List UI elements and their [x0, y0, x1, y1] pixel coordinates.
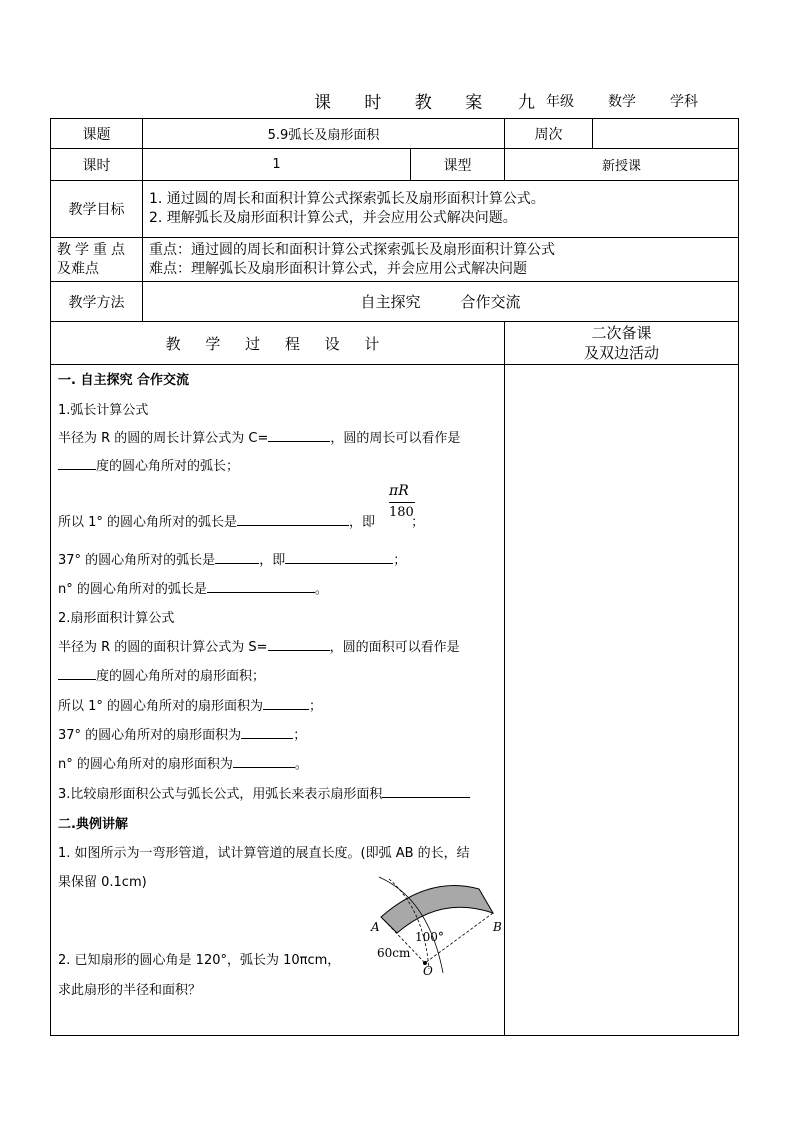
- text: 37° 的圆心角所对的扇形面积为: [58, 728, 242, 743]
- process-title: 教 学 过 程 设 计: [51, 322, 505, 365]
- week-label: 周次: [505, 119, 593, 149]
- process-header-row: [51, 322, 739, 365]
- section-1-heading: 一. 自主探究 合作交流: [58, 373, 189, 388]
- method-1: 自主探究: [360, 293, 421, 311]
- method-2: 合作交流: [460, 293, 521, 311]
- example-2-line-2: 求此扇形的半径和面积？: [58, 983, 202, 998]
- method-label: 教学方法: [51, 282, 143, 322]
- text: 3.比较扇形面积公式与弧长公式，用弧长来表示扇形面积: [58, 787, 383, 802]
- arc-line-2: [58, 455, 239, 474]
- arc-line-5: [58, 578, 328, 597]
- blank: [58, 667, 96, 680]
- text: 37° 的圆心角所对的弧长是: [58, 553, 216, 568]
- text: ，即: [259, 553, 286, 568]
- text: 所以 1° 的圆心角所对的弧长是: [58, 515, 238, 530]
- text: ，即: [349, 515, 376, 530]
- keypoint-label-line1: 教学重点: [57, 241, 129, 258]
- section-2-heading: 二.典例讲解: [58, 817, 128, 832]
- subject-name: 数学: [608, 94, 636, 110]
- goal-item: 1. 通过圆的周长和面积计算公式探索弧长及扇形面积计算公式。: [149, 191, 545, 207]
- label-length: 60cm: [377, 946, 411, 960]
- period-row: [51, 149, 739, 181]
- difficulty-point: 难点：理解弧长及扇形面积计算公式，并会应用公式解决问题: [149, 260, 527, 277]
- blank: [58, 457, 96, 470]
- text: ，圆的周长可以看作是: [330, 431, 461, 446]
- period-label: 课时: [51, 149, 143, 181]
- text: ；: [309, 699, 323, 714]
- method-value: [143, 282, 739, 322]
- text: 度的圆心角所对的弧长；: [96, 459, 240, 474]
- compare-line: [58, 783, 470, 802]
- period-value: 1: [143, 149, 411, 181]
- pipe-diagram: [369, 869, 505, 977]
- blank: [268, 638, 330, 651]
- area-line-5: [58, 753, 308, 772]
- keypoint-content: [143, 238, 739, 282]
- area-line-3: [58, 695, 322, 714]
- backup-column: [505, 365, 739, 1036]
- text: 所以 1° 的圆心角所对的扇形面积为: [58, 699, 264, 714]
- text: ，圆的面积可以看作是: [329, 640, 460, 655]
- fraction-numerator: πR: [389, 483, 409, 499]
- example-1-line-1: 1. 如图所示为一弯形管道，试计算管道的展直长度。(即弧 AB 的长，结: [58, 846, 470, 861]
- subject-label: 学科: [670, 94, 698, 110]
- label-a: A: [371, 920, 380, 934]
- goal-label: 教学目标: [51, 181, 143, 238]
- topic-value: 5.9弧长及扇形面积: [143, 119, 505, 149]
- area-line-4: [58, 724, 306, 743]
- goal-row: [51, 181, 739, 238]
- fraction-denominator: 180: [389, 505, 414, 520]
- text: 。: [314, 582, 328, 597]
- area-line-1: [58, 636, 460, 655]
- page-title: 课 时 教 案: [314, 93, 497, 113]
- arc-line-4: [58, 549, 406, 568]
- example-1-line-2: 果保留 0.1cm): [58, 875, 147, 890]
- type-value: 新授课: [505, 149, 739, 181]
- pipe-shape: [381, 886, 493, 934]
- backup-line1: 二次备课: [591, 324, 652, 342]
- goal-item: 2. 理解弧长及扇形面积计算公式，并会应用公式解决问题。: [149, 210, 517, 226]
- sector-area-title: 2.扇形面积计算公式: [58, 611, 175, 626]
- example-2-line-1: 2. 已知扇形的圆心角是 120°，弧长为 10πcm，: [58, 953, 341, 968]
- process-content: [51, 365, 505, 1036]
- blank: [237, 513, 349, 526]
- area-line-2: [58, 665, 265, 684]
- grade-label: 年级: [546, 94, 574, 110]
- backup-header: [505, 322, 739, 365]
- text: ；: [293, 728, 307, 743]
- text: ；: [393, 553, 407, 568]
- blank: [207, 580, 315, 593]
- process-row: [51, 365, 739, 1036]
- text: n° 的圆心角所对的扇形面积为: [58, 757, 233, 772]
- topic-row: [51, 119, 739, 149]
- blank: [268, 429, 330, 442]
- fraction-bar: [389, 502, 415, 503]
- text: 度的圆心角所对的扇形面积；: [96, 669, 266, 684]
- text: 。: [294, 757, 308, 772]
- keypoint-row: [51, 238, 739, 282]
- keypoint-label-line2: 及难点: [57, 260, 99, 277]
- text: ；: [411, 515, 425, 530]
- text: 半径为 R 的圆的面积计算公式为 S=: [58, 640, 268, 655]
- blank: [263, 697, 309, 710]
- key-point: 重点：通过圆的周长和面积计算公式探索弧长及扇形面积计算公式: [149, 241, 555, 258]
- text: 半径为 R 的圆的周长计算公式为 C=: [58, 431, 269, 446]
- label-angle: 100°: [415, 930, 444, 944]
- week-value: [593, 119, 739, 149]
- lesson-plan-table: [50, 118, 739, 1036]
- arc-length-title: 1.弧长计算公式: [58, 403, 149, 418]
- blank: [241, 726, 293, 739]
- blank: [215, 551, 259, 564]
- label-o: O: [423, 964, 433, 977]
- keypoint-label: [51, 238, 143, 282]
- arc-line-3: [58, 511, 424, 530]
- text: n° 的圆心角所对的弧长是: [58, 582, 207, 597]
- topic-label: 课题: [51, 119, 143, 149]
- blank: [285, 551, 393, 564]
- blank: [382, 785, 470, 798]
- blank: [233, 755, 295, 768]
- label-b: B: [493, 920, 502, 934]
- type-label: 课型: [411, 149, 505, 181]
- backup-line2: 及双边活动: [583, 344, 659, 362]
- goal-list: [143, 181, 739, 238]
- grade-number: 九: [518, 93, 535, 113]
- method-row: [51, 282, 739, 322]
- arc-line-1: [58, 427, 460, 446]
